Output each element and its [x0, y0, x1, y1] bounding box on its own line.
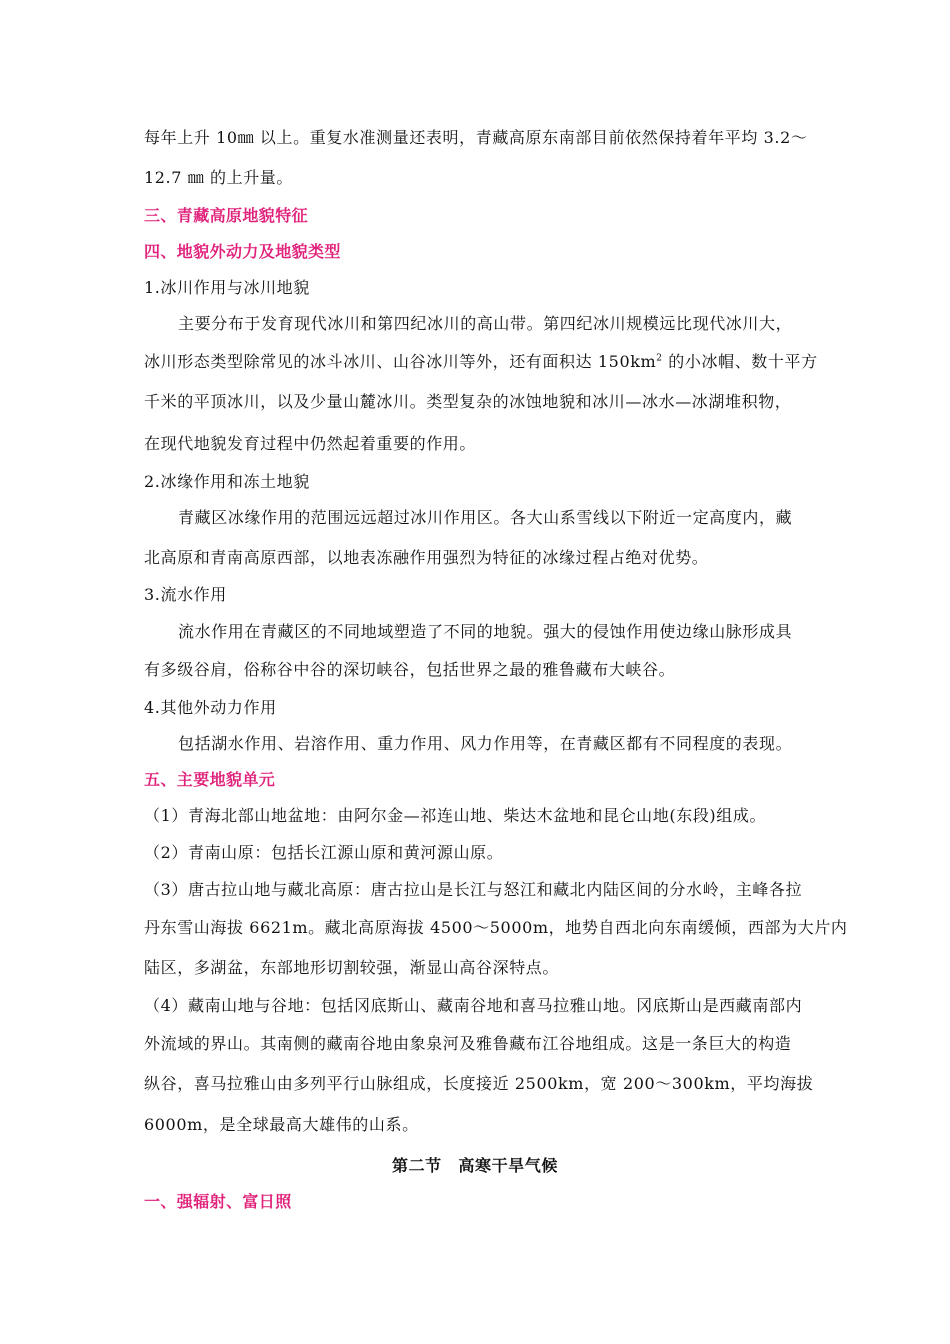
- body-line: 北高原和青南高原西部，以地表冻融作用强烈为特征的冰缘过程占绝对优势。: [144, 548, 709, 567]
- superscript: 2: [656, 353, 663, 364]
- body-line: 青藏区冰缘作用的范围远远超过冰川作用区。各大山系雪线以下附近一定高度内，藏: [178, 508, 793, 527]
- list-item: （2）青南山原：包括长江源山原和黄河源山原。: [144, 843, 504, 862]
- section-heading: 四、地貌外动力及地貌类型: [144, 242, 341, 261]
- body-line: 6000m，是全球最高大雄伟的山系。: [144, 1115, 419, 1134]
- body-line: 千米的平顶冰川，以及少量山麓冰川。类型复杂的冰蚀地貌和冰川—冰水—冰湖堆积物，: [144, 392, 792, 411]
- subsection-title: 1.冰川作用与冰川地貌: [144, 278, 310, 297]
- body-text: 的小冰帽、数十平方: [662, 352, 818, 371]
- body-text: 冰川形态类型除常见的冰斗冰川、山谷冰川等外，还有面积达 150km: [144, 352, 657, 371]
- body-line: 丹东雪山海拔 6621m。藏北高原海拔 4500～5000m，地势自西北向东南缓倾，西部为大片内: [144, 918, 848, 937]
- section-heading: 一、强辐射、富日照: [144, 1192, 292, 1211]
- section-heading: 五、主要地貌单元: [144, 770, 276, 789]
- subsection-title: 2.冰缘作用和冻土地貌: [144, 472, 310, 491]
- body-line: 每年上升 10㎜ 以上。重复水准测量还表明，青藏高原东南部目前依然保持着年平均 3.2～: [144, 128, 808, 147]
- body-line: 12.7 ㎜ 的上升量。: [144, 168, 293, 187]
- list-item: （1）青海北部山地盆地：由阿尔金—祁连山地、柴达木盆地和昆仑山地(东段)组成。: [144, 806, 767, 825]
- body-line: 外流域的界山。其南侧的藏南谷地由象泉河及雅鲁藏布江谷地组成。这是一条巨大的构造: [144, 1034, 792, 1053]
- chapter-section-title: 第二节 高寒干旱气候: [391, 1156, 558, 1175]
- list-item: （4）藏南山地与谷地：包括冈底斯山、藏南谷地和喜马拉雅山地。冈底斯山是西藏南部内: [144, 996, 803, 1015]
- body-line: [144, 352, 818, 372]
- subsection-title: 3.流水作用: [144, 585, 227, 604]
- list-item: （3）唐古拉山地与藏北高原：唐古拉山是长江与怒江和藏北内陆区间的分水岭，主峰各拉: [144, 880, 803, 899]
- body-line: 在现代地貌发育过程中仍然起着重要的作用。: [144, 434, 477, 453]
- subsection-title: 4.其他外动力作用: [144, 698, 277, 717]
- body-line: 主要分布于发育现代冰川和第四纪冰川的高山带。第四纪冰川规模远比现代冰川大，: [178, 314, 793, 333]
- body-line: 包括湖水作用、岩溶作用、重力作用、风力作用等，在青藏区都有不同程度的表现。: [178, 734, 793, 753]
- body-line: 流水作用在青藏区的不同地域塑造了不同的地貌。强大的侵蚀作用使边缘山脉形成具: [178, 622, 793, 641]
- section-heading: 三、青藏高原地貌特征: [144, 206, 309, 225]
- body-line: 陆区，多湖盆，东部地形切割较强，渐显山高谷深特点。: [144, 958, 560, 977]
- body-line: 有多级谷肩，俗称谷中谷的深切峡谷，包括世界之最的雅鲁藏布大峡谷。: [144, 660, 676, 679]
- body-line: 纵谷，喜马拉雅山由多列平行山脉组成，长度接近 2500km，宽 200～300km，平均海拔: [144, 1074, 814, 1093]
